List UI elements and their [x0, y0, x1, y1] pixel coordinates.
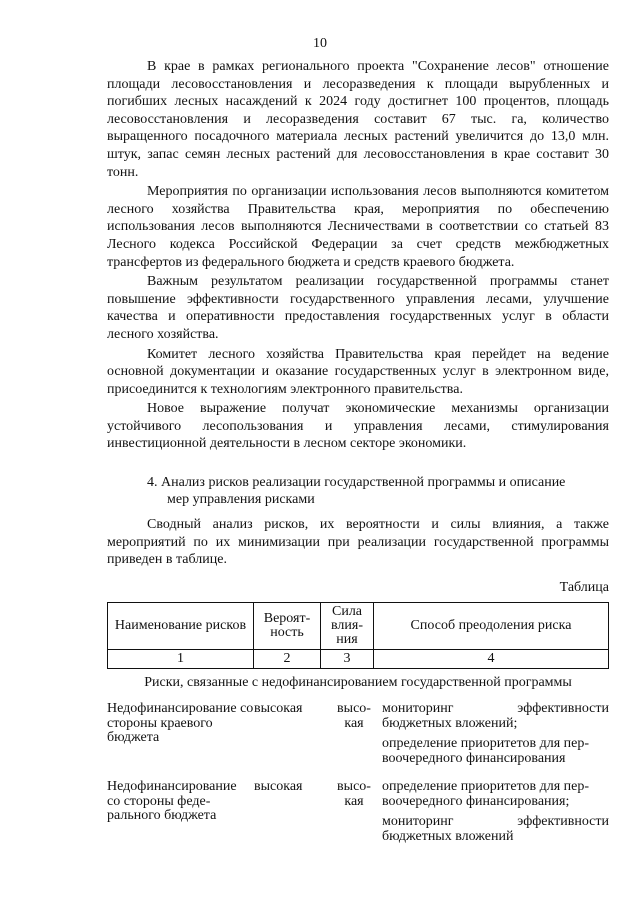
- header-risk-name: Наименование рисков: [108, 603, 254, 650]
- risk-measure: определение приоритетов для пер- воочередного финансирования: [382, 736, 590, 766]
- column-number: 4: [374, 650, 609, 669]
- column-number: 1: [108, 650, 254, 669]
- section-intro: Сводный анализ рисков, их вероятности и силы влияния, а также мероприятий по их минимизации при реализации государственной программы приведен в таблице.: [107, 517, 609, 568]
- risk-probability: высокая: [254, 779, 303, 795]
- table-header-row: [108, 603, 609, 650]
- column-number: 2: [254, 650, 321, 669]
- header-probability: Вероят- ность: [254, 603, 321, 650]
- section-heading: [107, 475, 609, 508]
- risk-table-header: [107, 602, 609, 669]
- risk-measure: мониторинг эффективности бюджетных вложений: [382, 814, 609, 844]
- risk-measure: мониторинг эффективности бюджетных вложений;: [382, 701, 609, 731]
- paragraph: Важным результатом реализации государственной программы станет повышение эффективности государственного управления лесами, улучшение качества и оперативности предоставления государственных услуг в области лесного хозяйства.: [107, 274, 609, 342]
- column-number: 3: [321, 650, 374, 669]
- paragraph: Мероприятия по организации использования лесов выполняются комитетом лесного хозяйства Правительства края, мероприятия по обеспечению использования лесов выполняются Лесничествами в соответствии со статьей 83 Лесного кодекса Российской Федерации за счет средств межбюджетных трансфертов из федерального бюджета и средств краевого бюджета.: [107, 184, 609, 270]
- section-heading-line1: 4. Анализ рисков реализации государственной программы и описание: [147, 475, 566, 491]
- table-number-row: [108, 650, 609, 669]
- risk-impact: высо- кая: [337, 779, 371, 809]
- table-caption: Таблица: [559, 579, 609, 595]
- document-body: [107, 58, 609, 858]
- table-group-title: Риски, связанные с недофинансированием государственной программы: [144, 675, 572, 691]
- section-heading-line2: мер управления рисками: [167, 491, 315, 507]
- risk-name: Недофинансирование со стороны феде- рального бюджета: [107, 779, 237, 824]
- header-mitigation: Способ преодоления риска: [374, 603, 609, 650]
- page-number: 10: [313, 36, 327, 51]
- paragraph: Комитет лесного хозяйства Правительства края перейдет на ведение основной документации и оказание государственных услуг в электронном виде, присоединится к технологиям электронного правительства.: [107, 346, 609, 397]
- paragraph: Новое выражение получат экономические механизмы организации устойчивого лесопользования и управления лесами, стимулирования инвестиционной деятельности в лесном секторе экономики.: [107, 401, 609, 452]
- risk-measures: [382, 780, 609, 844]
- header-impact: Сила влия- ния: [321, 603, 374, 650]
- risk-probability: высокая: [254, 701, 303, 717]
- risk-name: Недофинансирование со стороны краевого бюджета: [107, 701, 254, 746]
- risk-measures: [382, 702, 609, 766]
- table-row: [107, 780, 609, 844]
- risk-impact: высо- кая: [337, 701, 371, 731]
- risk-measure: определение приоритетов для пер- воочередного финансирования;: [382, 779, 590, 809]
- paragraph: В крае в рамках регионального проекта "Сохранение лесов" отношение площади лесовосстановления и лесоразведения к площади вырубленных и погибших лесных насаждений к 2024 году достигнет 100 процентов, площадь лесовосстановления и лесоразведения составит 67 тыс. га, количество выращенного посадочного материала лесных растений увеличится до 13,0 млн. штук, запас семян лесных растений для лесовосстановления в крае составит 30 тонн.: [107, 59, 609, 180]
- table-row: [107, 702, 609, 766]
